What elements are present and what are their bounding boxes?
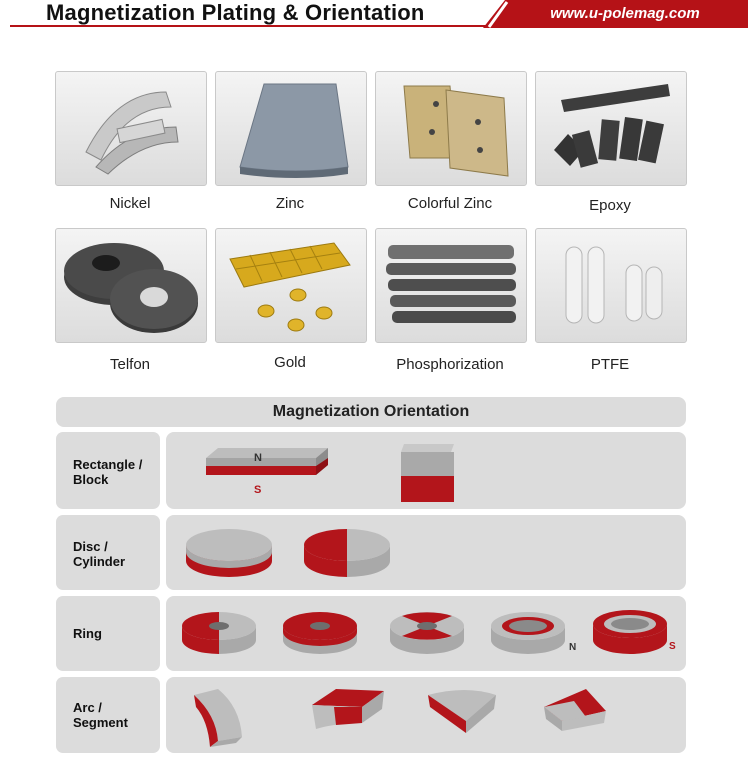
phosphorization-image — [375, 228, 527, 343]
website-url[interactable]: www.u-polemag.com — [550, 5, 700, 22]
arc-magnet-1 — [194, 689, 242, 747]
disc-magnet-diametric — [304, 529, 390, 577]
ring-magnet-diametric — [182, 612, 256, 654]
caption-ptfe: PTFE — [590, 356, 630, 373]
telfon-image — [55, 228, 207, 343]
ring-north-pole-label: N — [569, 642, 577, 653]
caption-zinc: Zinc — [275, 195, 305, 212]
caption-epoxy: Epoxy — [589, 197, 631, 214]
row-panel-rectangle — [166, 432, 686, 509]
zinc-image — [215, 71, 367, 186]
row-label-arc: Arc / Segment — [56, 677, 160, 753]
ring-magnet-axial — [283, 612, 357, 654]
disc-magnet-axial — [186, 529, 272, 577]
caption-telfon: Telfon — [109, 356, 151, 373]
ptfe-image — [535, 228, 687, 343]
colorful-zinc-image — [375, 71, 527, 186]
north-pole-label: N — [254, 452, 262, 464]
arc-magnet-3 — [428, 690, 496, 733]
block-magnet-cube — [401, 444, 454, 502]
header-underline — [10, 25, 490, 27]
block-magnet-thickness — [206, 448, 328, 475]
row-panel-disc — [166, 515, 686, 590]
ring-magnet-multipole — [390, 612, 464, 654]
south-pole-label: S — [254, 484, 262, 496]
caption-nickel: Nickel — [109, 195, 151, 212]
ring-magnet-radial-south — [593, 610, 667, 654]
row-panel-ring — [166, 596, 686, 671]
gold-image — [215, 228, 367, 343]
row-label-disc: Disc / Cylinder — [56, 515, 160, 590]
row-label-ring: Ring — [56, 596, 160, 671]
epoxy-image — [535, 71, 687, 186]
ring-south-pole-label: S — [669, 641, 676, 652]
nickel-image — [55, 71, 207, 186]
caption-phosphorization: Phosphorization — [396, 356, 504, 373]
row-panel-arc — [166, 677, 686, 753]
caption-colorful-zinc: Colorful Zinc — [407, 195, 493, 212]
caption-gold: Gold — [274, 354, 306, 371]
row-label-rectangle: Rectangle / Block — [56, 432, 160, 509]
ring-magnet-radial-north — [491, 612, 565, 654]
arc-magnet-4 — [544, 689, 606, 731]
orientation-title: Magnetization Orientation — [56, 397, 686, 427]
arc-magnet-2 — [312, 689, 384, 729]
page-header — [0, 0, 748, 28]
page-title: Magnetization Plating & Orientation — [46, 0, 425, 25]
